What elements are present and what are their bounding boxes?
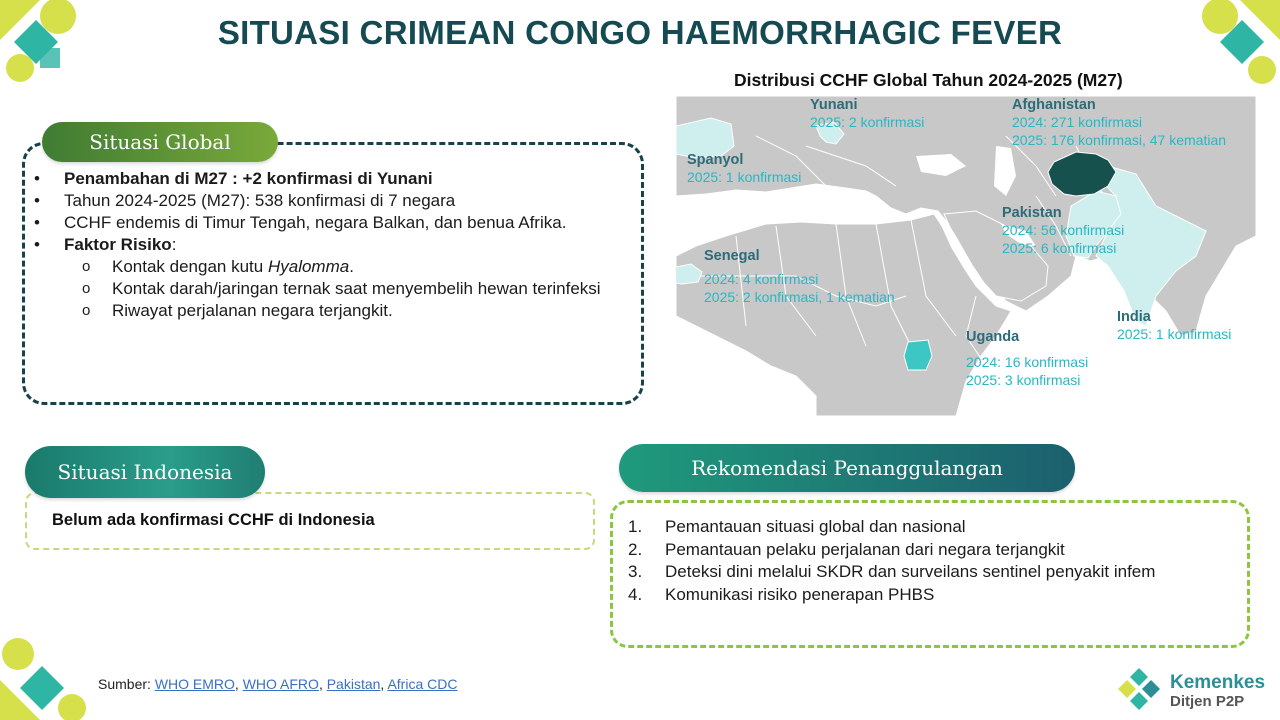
logo-text-ditjen: Ditjen P2P [1170,693,1245,710]
map-value-senegal-2025: 2025: 2 konfirmasi, 1 kematian [704,289,895,305]
map-value-spanyol-2025: 2025: 1 konfirmasi [687,169,802,185]
global-situation-list [34,168,610,322]
indonesia-situation-heading: Situasi Indonesia [25,446,265,498]
map-value-afghanistan-2025: 2025: 176 konfirmasi, 47 kematian [1012,132,1227,148]
map-country-uganda [904,340,932,370]
sub-list-item: o Kontak dengan kutu Hyalomma. [82,257,354,276]
recommendation-heading: Rekomendasi Penanggulangan [619,444,1075,492]
map-label-uganda: Uganda 2024: 16 konfirmasi 2025: 3 konfirmasi [966,329,1089,388]
map-value-senegal-2024: 2024: 4 konfirmasi [704,271,819,287]
map-label-spanyol: Spanyol 2025: 1 konfirmasi [687,152,802,185]
list-item: 4. Komunikasi risiko penerapan PHBS [628,584,935,604]
map-label-senegal: Senegal 2024: 4 konfirmasi 2025: 2 konfirmasi, 1 kematian [704,248,895,305]
list-item: • CCHF endemis di Timur Tengah, negara Balkan, dan benua Afrika. [34,213,567,232]
list-item: • Faktor Risiko: [34,235,177,254]
logo-text-kemenkes: Kemenkes [1170,672,1266,693]
map-label-pakistan: Pakistan 2024: 56 konfirmasi 2025: 6 konfirmasi [1002,205,1125,256]
list-item: 3. Deteksi dini melalui SKDR dan surveilans sentinel penyakit infem [628,562,1156,581]
source-link-who-emro[interactable]: WHO EMRO [154,676,235,692]
page-title: SITUASI CRIMEAN CONGO HAEMORRHAGIC FEVER [217,14,1063,51]
map-value-uganda-2024: 2024: 16 konfirmasi [966,354,1089,370]
list-item: 1. Pemantauan situasi global dan nasional [628,517,966,536]
map-value-uganda-2025: 2025: 3 konfirmasi [966,372,1081,388]
map-title: Distribusi CCHF Global Tahun 2024-2025 (M27) [734,70,1123,90]
map-label-yunani: Yunani 2025: 2 konfirmasi [810,97,925,130]
map-value-yunani-2025: 2025: 2 konfirmasi [810,114,925,130]
list-item: • Tahun 2024-2025 (M27): 538 konfirmasi di 7 negara [34,191,456,210]
corner-decoration-bottom-left [0,636,90,720]
list-item: 2. Pemantauan pelaku perjalanan dari negara terjangkit [628,539,1065,559]
map-value-india-2025: 2025: 1 konfirmasi [1117,326,1232,342]
map-value-afghanistan-2024: 2024: 271 konfirmasi [1012,114,1142,130]
map-label-india: India 2025: 1 konfirmasi [1117,309,1232,342]
source-link-pakistan[interactable]: Pakistan [326,676,381,692]
recommendation-list [628,516,1224,606]
source-link-africa-cdc[interactable]: Africa CDC [387,676,458,692]
map-value-pakistan-2025: 2025: 6 konfirmasi [1002,240,1117,256]
list-item: • Penambahan di M27 : +2 konfirmasi di Yunani [34,169,433,188]
map-value-pakistan-2024: 2024: 56 konfirmasi [1002,222,1125,238]
sub-list-item: o Riwayat perjalanan negara terjangkit. [82,301,393,320]
cchf-distribution-map [676,96,1256,416]
map-label-afghanistan: Afghanistan 2024: 271 konfirmasi 2025: 176 konfirmasi, 47 kematian [1012,97,1227,148]
source-line: Sumber: WHO EMRO, WHO AFRO, Pakistan, Africa CDC [98,676,458,692]
global-situation-heading: Situasi Global [42,122,278,162]
kemenkes-logo-icon [1116,666,1162,712]
source-link-who-afro[interactable]: WHO AFRO [242,676,319,692]
indonesia-situation-text: Belum ada konfirmasi CCHF di Indonesia [52,511,375,529]
sub-list-item: o Kontak darah/jaringan ternak saat menyembelih hewan terinfeksi [82,279,601,298]
